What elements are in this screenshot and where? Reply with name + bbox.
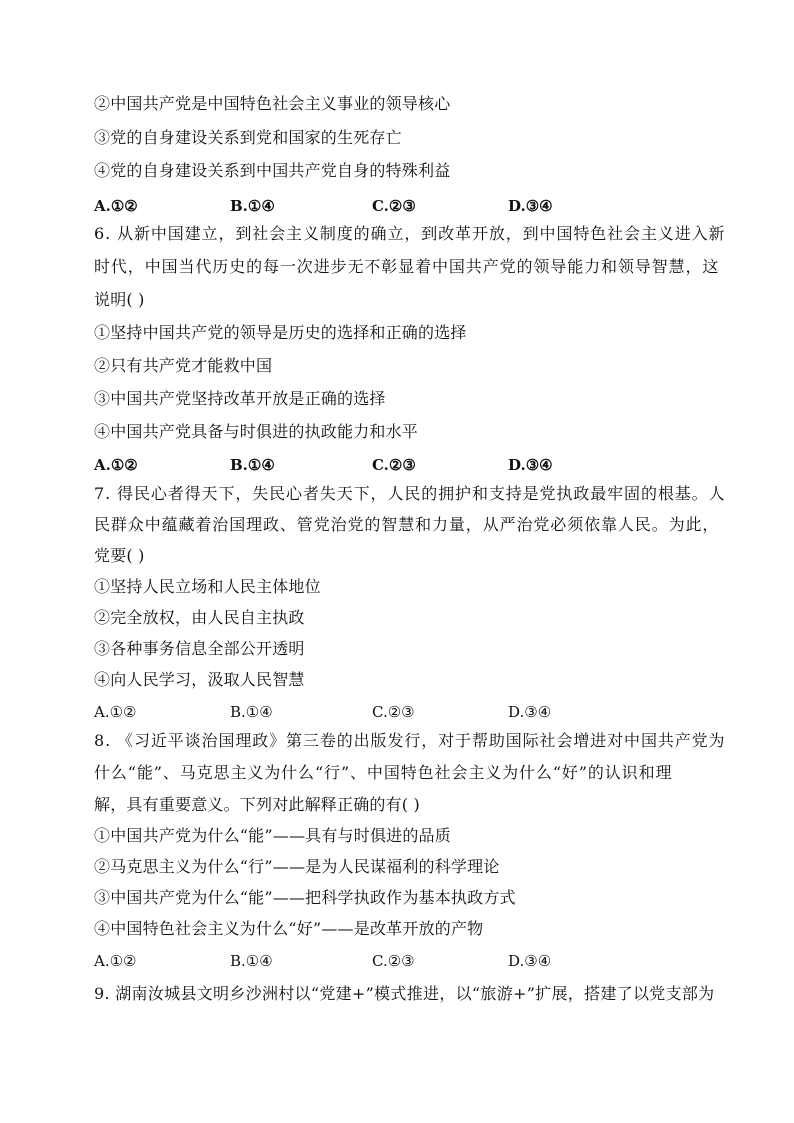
q7-item-2: ②完全放权，由人民自主执政 bbox=[94, 608, 305, 627]
q5-option-c: C.②③ bbox=[372, 197, 416, 215]
q7-item-1: ①坚持人民立场和人民主体地位 bbox=[94, 577, 321, 596]
q7-item-4: ④向人民学习，汲取人民智慧 bbox=[94, 670, 305, 689]
q8-item-3: ③中国共产党为什么“能”——把科学执政作为基本执政方式 bbox=[94, 888, 516, 907]
q5-item-4: ④党的自身建设关系到中国共产党自身的特殊利益 bbox=[94, 161, 451, 180]
q8-stem-line-1: 8. 《习近平谈治国理政》第三卷的出版发行，对于帮助国际社会增进对中国共产党为 bbox=[94, 731, 726, 750]
q8-options bbox=[94, 951, 694, 971]
q6-stem-line-1: 6. 从新中国建立，到社会主义制度的确立，到改革开放，到中国特色社会主义进入新 bbox=[94, 224, 726, 243]
q5-option-d: D.③④ bbox=[508, 197, 553, 215]
q6-item-3: ③中国共产党坚持改革开放是正确的选择 bbox=[94, 389, 386, 408]
q6-option-d: D.③④ bbox=[508, 456, 553, 474]
q7-option-d: D.③④ bbox=[508, 703, 552, 721]
q8-option-c: C.②③ bbox=[372, 952, 415, 970]
q5-item-2: ②中国共产党是中国特色社会主义事业的领导核心 bbox=[94, 94, 451, 113]
q8-item-2: ②马克思主义为什么“行”——是为人民谋福利的科学理论 bbox=[94, 857, 500, 876]
q9-stem-line-1: 9. 湖南汝城县文明乡沙洲村以“党建+”模式推进，以“旅游+”扩展，搭建了以党支部为 bbox=[94, 984, 715, 1003]
q7-stem-line-1: 7. 得民心者得天下，失民心者失天下，人民的拥护和支持是党执政最牢固的根基。人 bbox=[94, 484, 726, 503]
q8-stem-line-2: 什么“能”、马克思主义为什么“行”、中国特色社会主义为什么“好”的认识和理 bbox=[94, 763, 673, 782]
q7-stem-line-3: 党要( ) bbox=[94, 546, 145, 565]
q6-options bbox=[94, 455, 694, 475]
q7-option-c: C.②③ bbox=[372, 703, 415, 721]
q6-item-2: ②只有共产党才能救中国 bbox=[94, 356, 273, 375]
q6-option-b: B.①④ bbox=[230, 456, 275, 474]
q6-stem-line-3: 说明( ) bbox=[94, 290, 145, 309]
q7-options bbox=[94, 702, 694, 722]
q6-item-4: ④中国共产党具备与时俱进的执政能力和水平 bbox=[94, 422, 419, 441]
q8-item-4: ④中国特色社会主义为什么“好”——是改革开放的产物 bbox=[94, 919, 484, 938]
q8-option-d: D.③④ bbox=[508, 952, 552, 970]
q6-option-c: C.②③ bbox=[372, 456, 416, 474]
q8-option-a: A.①② bbox=[94, 952, 137, 970]
q8-item-1: ①中国共产党为什么“能”——具有与时俱进的品质 bbox=[94, 826, 451, 845]
q7-stem-line-2: 民群众中蕴藏着治国理政、管党治党的智慧和力量，从严治党必须依靠人民。为此， bbox=[94, 515, 720, 534]
q7-option-a: A.①② bbox=[94, 703, 137, 721]
q5-item-3: ③党的自身建设关系到党和国家的生死存亡 bbox=[94, 128, 402, 147]
q5-option-b: B.①④ bbox=[230, 197, 275, 215]
q5-options bbox=[94, 196, 694, 216]
q7-item-3: ③各种事务信息全部公开透明 bbox=[94, 639, 305, 658]
q6-option-a: A.①② bbox=[94, 456, 138, 474]
q8-stem-line-3: 解，具有重要意义。下列对此解释正确的有( ) bbox=[94, 795, 420, 814]
q5-option-a: A.①② bbox=[94, 197, 138, 215]
q7-option-b: B.①④ bbox=[230, 703, 273, 721]
q8-option-b: B.①④ bbox=[230, 952, 273, 970]
q6-item-1: ①坚持中国共产党的领导是历史的选择和正确的选择 bbox=[94, 323, 467, 342]
q6-stem-line-2: 时代，中国当代历史的每一次进步无不彰显着中国共产党的领导能力和领导智慧，这 bbox=[94, 257, 720, 276]
